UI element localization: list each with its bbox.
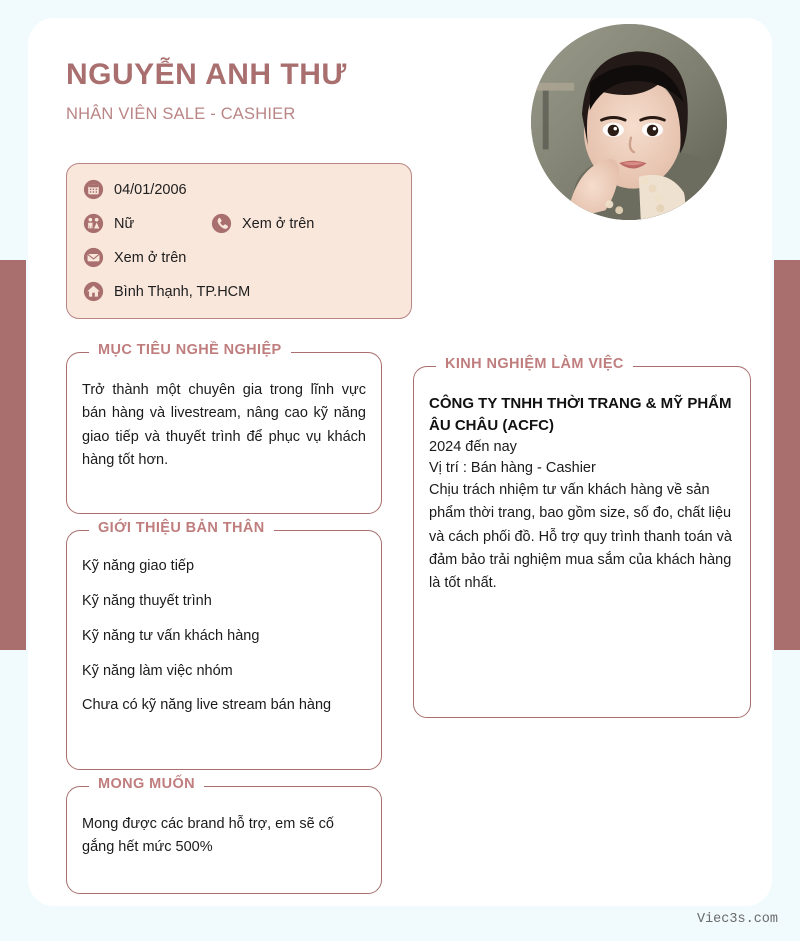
contact-birthday xyxy=(83,179,187,200)
contact-row-email xyxy=(83,247,395,268)
portrait-photo xyxy=(531,24,727,220)
contact-phone-value: Xem ở trên xyxy=(242,215,315,232)
decorative-side-bar-right xyxy=(774,260,800,650)
career-objective-text: Trở thành một chuyên gia trong lĩnh vực bán hàng và livestream, nâng cao kỹ năng giao tiếp và thuyết trình để phục vụ khách hàng tốt hơn. xyxy=(82,382,366,469)
contact-row-gender-phone xyxy=(83,213,395,234)
candidate-role: NHÂN VIÊN SALE - CASHIER xyxy=(66,105,296,123)
contact-address-value: Bình Thạnh, TP.HCM xyxy=(114,283,251,300)
decorative-side-bar-left xyxy=(0,260,26,650)
section-body-work-experience xyxy=(414,367,750,612)
list-item: Chưa có kỹ năng live stream bán hàng xyxy=(82,697,332,714)
section-title-about-self: GIỚI THIỆU BẢN THÂN xyxy=(89,520,274,536)
contact-email-value: Xem ở trên xyxy=(114,249,187,266)
section-body-about-self xyxy=(67,531,381,731)
contact-birthday-value: 04/01/2006 xyxy=(114,181,187,198)
experience-description: Chịu trách nhiệm tư vấn khách hàng về sản phẩm thời trang, bao gồm size, số đo, chất liệu và cách phối đồ. Hỗ trợ quy trình thanh toán và đảm bảo trải nghiệm mua sắm của khách hàng là tốt nhất. xyxy=(429,481,732,592)
experience-company: CÔNG TY TNHH THỜI TRANG & MỸ PHẨM ÂU CHÂU (ACFC) xyxy=(429,395,732,434)
experience-period: 2024 đến nay xyxy=(429,438,517,455)
section-body-wish xyxy=(67,787,381,876)
calendar-icon xyxy=(83,179,104,200)
section-title-wish: MONG MUỐN xyxy=(89,776,204,792)
header xyxy=(66,58,486,124)
section-about-self xyxy=(66,520,382,770)
contact-info-box xyxy=(66,163,412,319)
site-watermark: Viec3s.com xyxy=(696,912,778,927)
list-item: Kỹ năng thuyết trình xyxy=(82,592,212,609)
section-body-career-objective xyxy=(67,353,381,489)
home-icon xyxy=(83,281,104,302)
list-item: Kỹ năng giao tiếp xyxy=(82,558,195,574)
section-title-work-experience: KINH NGHIỆM LÀM VIỆC xyxy=(436,356,633,372)
contact-row-birthday xyxy=(83,179,395,200)
contact-address xyxy=(83,281,250,302)
contact-row-address xyxy=(83,281,395,302)
cv-card xyxy=(28,18,772,906)
contact-gender-value: Nữ xyxy=(114,215,135,232)
envelope-icon xyxy=(83,247,104,268)
gender-icon xyxy=(83,213,104,234)
section-career-objective xyxy=(66,342,382,514)
list-item: Kỹ năng làm việc nhóm xyxy=(82,662,233,679)
wish-text: Mong được các brand hỗ trợ, em sẽ cố gắng hết mức 500% xyxy=(82,816,334,856)
phone-icon xyxy=(211,213,232,234)
section-title-career-objective: MỤC TIÊU NGHỀ NGHIỆP xyxy=(89,342,291,358)
skill-list xyxy=(82,557,366,715)
contact-phone xyxy=(211,213,314,234)
experience-position: Vị trí : Bán hàng - Cashier xyxy=(429,459,596,476)
contact-email xyxy=(83,247,186,268)
section-wish xyxy=(66,776,382,894)
list-item: Kỹ năng tư vấn khách hàng xyxy=(82,627,260,644)
contact-gender xyxy=(83,213,211,234)
candidate-name: NGUYỄN ANH THƯ xyxy=(66,58,347,91)
section-work-experience xyxy=(413,356,751,718)
